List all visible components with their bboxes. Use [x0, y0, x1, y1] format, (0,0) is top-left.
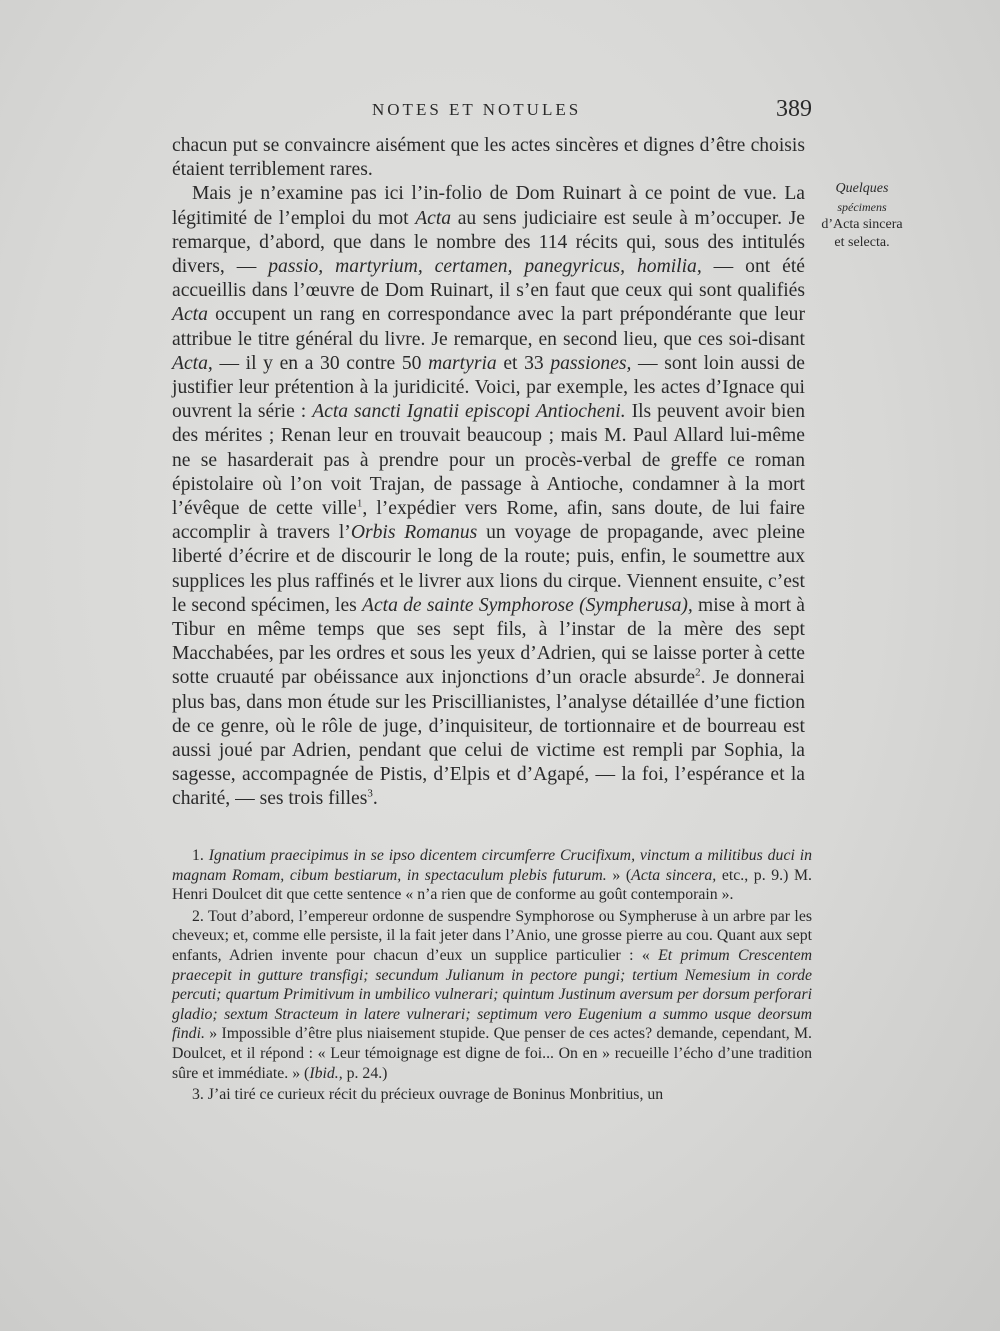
text-run: » Impossible d’être plus niaisement stupide. Que penser de ces actes? demande, cependant, M. Doulcet, et il répond : « Leur témoignage est digne de foi... On en » recueille l’écho d’une tradition sûre et immédiate. » (: [172, 1025, 812, 1082]
italic-term: Acta: [415, 207, 452, 229]
text-run: » (: [606, 866, 632, 884]
text-run: — il y en a 30 contre 50: [212, 352, 429, 374]
italic-term: passio, martyrium, certamen, panegyricus, homilia,: [268, 256, 702, 278]
italic-term: Acta sancti Ignatii episcopi Antiocheni.: [312, 401, 626, 423]
text-run: un voyage de propagande, avec pleine liberté d’écrire et de discourir le long de la route; puis, enfin, le soumettre aux supplices les plus raffinés et le livrer aux lions du cirque. Viennent ensuite, c’est le second spécimen, les: [172, 522, 805, 616]
footnote-3: 3. J’ai tiré ce curieux récit du précieux ouvrage de Boninus Monbritius, un: [192, 1086, 664, 1104]
footnotes: [172, 846, 812, 1107]
page-number: 389: [776, 96, 812, 122]
footnote-2: [172, 907, 812, 1083]
footnote-1: [172, 846, 812, 905]
latin-quote: Et primum Crescentem praecepit in gutture transfigi; secundum Julianum in pectore pungi; tertium Nemesium in corde percuti; quartum Primitivum in umbilico vulnerari; quintum Justinum aversum per dorsum perforari gladio; sextum Stracteum in latere vulnerari; septimum vero Eugenium a summo usque deorsum findi.: [172, 946, 812, 1043]
text-run: au sens judiciaire est seule à m’occuper. Je remarque, d’abord, que dans le nombre des 114 récits qui, sous des intitulés divers, —: [172, 207, 805, 278]
text-run: etc., p. 9.) M. Henri Doulcet dit que cette sentence « n’a rien que de conforme au goût contemporain ».: [172, 866, 813, 904]
text-run: mise à mort à Tibur en même temps que ses sept fils, à l’instar de la mère des sept Macchabées, par les ordres et sous les yeux d’Adrien, qui se laisse porter à cette sotte cruauté par obéissance aux injonctions d’un oracle absurde: [172, 594, 805, 689]
footnote-number: 1.: [192, 847, 209, 864]
italic-term: Acta de sainte Symphorose (Sympherusa),: [362, 594, 693, 616]
italic-term: passiones,: [550, 352, 632, 374]
main-text: [172, 134, 805, 812]
footnote-ref: 2: [695, 666, 701, 679]
margin-note: [812, 180, 912, 252]
text-run: Mais je n’examine pas ici l’in-folio de Dom Ruinart à ce point de vue. La légitimité de l’emploi du mot: [172, 183, 805, 229]
text-run: p. 24.): [342, 1064, 388, 1082]
running-title: NOTES ET NOTULES: [372, 100, 582, 119]
margin-note-line-3: d’Acta sincera: [821, 217, 903, 232]
italic-term: martyria: [428, 352, 497, 374]
paragraph-1: chacun put se convaincre aisément que les actes sincères et dignes d’être choisis étaient terriblement rares.: [172, 135, 805, 181]
text-run: — sont loin aussi de justifier leur prétention à la juridicité. Voici, par exemple, les actes d’Ignace qui ouvrent la série :: [172, 352, 805, 423]
italic-term: Orbis Romanus: [350, 522, 478, 544]
footnote-ref: 3: [367, 787, 373, 800]
margin-note-line-4: et selecta.: [834, 235, 890, 250]
text-run: Ils peuvent avoir bien des mérites ; Renan leur en trouvait beaucoup ; mais M. Paul Allard lui-même ne se hasarderait pas à prendre pour un procès-verbal de greffe ce roman épistolaire où l’on voit Trajan, de passage à Antioche, condamner à la mort l’évêque de cette ville: [172, 401, 805, 520]
margin-note-line-2: spécimens: [837, 200, 887, 214]
footnote-ref: 1: [356, 497, 363, 510]
page-header: [172, 96, 812, 130]
italic-term: Acta sincera,: [631, 866, 717, 884]
italic-term: Acta: [172, 304, 208, 326]
text-run: 2. Tout d’abord, l’empereur ordonne de suspendre Symphorose ou Sympheruse à un arbre par les cheveux; et, comme elle persiste, il la fait jeter dans l’Anio, une grosse pierre au cou. Quant aux sept enfants, Adrien invente pour chacun d’eux un supplice particulier : «: [172, 907, 812, 964]
text-run: et 33: [496, 352, 551, 374]
latin-quote: Ignatium praecipimus in se ipso dicentem circumferre Crucifixum, vinctum a militibus duci in magnam Romam, cibum bestiarum, in spectaculum plebis futurum.: [172, 847, 813, 884]
italic-term: Acta,: [172, 352, 213, 374]
text-run: . Je donnerai plus bas, dans mon étude sur les Priscillianistes, l’analyse détaillée d’une fiction de ce genre, où le rôle de juge, d’inquisiteur, de tortionnaire et de bourreau est aussi joué par Adrien, pendant que celui de victime est rempli par Sophia, la sagesse, accompagnée de Pistis, d’Elpis et d’Agapé, — la foi, l’espérance et la charité, — ses trois filles: [172, 667, 805, 810]
text-run: , l’expédier vers Rome, afin, sans doute, de lui faire accomplir à travers l’: [172, 498, 805, 544]
margin-note-line-1: Quelques: [835, 181, 889, 196]
text-run: .: [372, 788, 378, 810]
paragraph-2: [172, 182, 805, 811]
text-run: — ont été accueillis dans l’œuvre de Dom Ruinart, il s’en faut que ceux qui sont qualifiés: [172, 256, 805, 302]
text-run: occupent un rang en correspondance avec la part prépondérante que leur attribue le titre général du livre. Je remarque, en second lieu, que ces soi-disant: [172, 304, 805, 350]
italic-term: Ibid.,: [309, 1064, 343, 1082]
